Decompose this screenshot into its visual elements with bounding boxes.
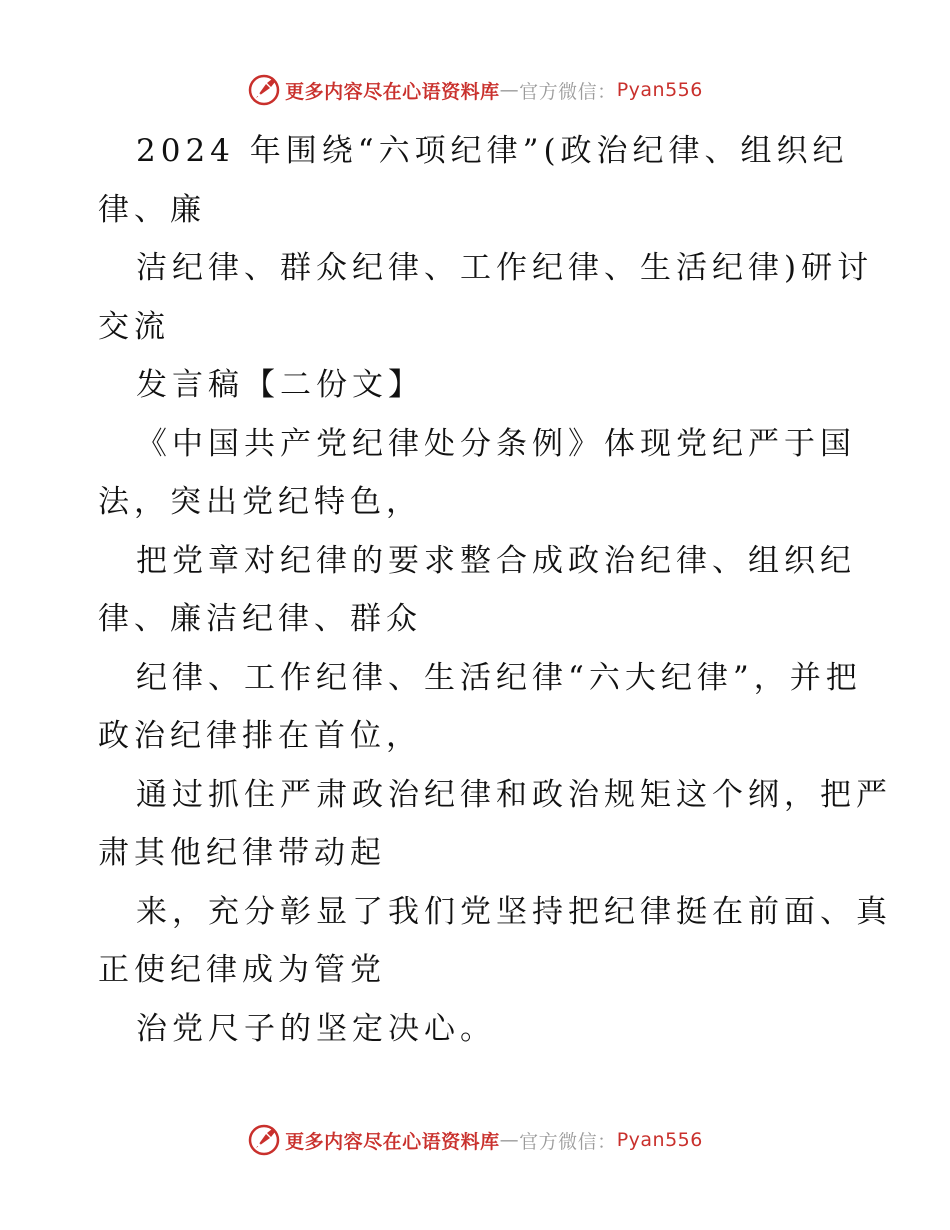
text-line: 治党尺子的坚定决心。	[136, 1010, 496, 1047]
paragraph	[98, 883, 892, 1000]
site-name: 更多内容尽在心语资料库	[285, 1130, 500, 1153]
text-line: 律、廉洁纪律、群众	[98, 601, 422, 637]
text-line: 发言稿【二份文】	[136, 367, 424, 403]
text-line: 来，充分彰显了我们党坚持把纪律挺在前面、真	[136, 893, 892, 930]
text-line: 《中国共产党纪律处分条例》体现党纪严于国	[136, 425, 856, 462]
text-line: 2024 年围绕“六项纪律”(政治纪律、组织纪	[136, 133, 849, 169]
pen-nib-logo-icon	[247, 1123, 281, 1157]
contact-label: 官方微信：	[519, 80, 617, 103]
footer-watermark	[0, 1120, 950, 1160]
text-line: 肃其他纪律带动起	[98, 835, 386, 871]
text-line: 把党章对纪律的要求整合成政治纪律、组织纪	[136, 542, 856, 579]
text-line: 纪律、工作纪律、生活纪律“六大纪律”，并把	[136, 659, 862, 696]
text-line: 洁纪律、群众纪律、工作纪律、生活纪律)研讨	[136, 250, 874, 286]
paragraph	[98, 1000, 858, 1059]
paragraph	[98, 415, 858, 532]
pen-nib-logo-icon	[247, 73, 281, 107]
text-line: 交流	[98, 308, 170, 345]
text-line: 政治纪律排在首位，	[98, 718, 422, 754]
site-name: 更多内容尽在心语资料库	[285, 80, 500, 103]
text-line: 通过抓住严肃政治纪律和政治规矩这个纲，把严	[136, 776, 892, 813]
wechat-handle: Pyan556	[616, 79, 703, 101]
text-line: 法，突出党纪特色，	[98, 484, 422, 520]
paragraph	[98, 766, 892, 883]
text-line: 律、廉	[98, 191, 206, 228]
paragraph	[98, 649, 862, 766]
wechat-handle: Pyan556	[616, 1129, 703, 1151]
paragraph	[98, 532, 858, 649]
paragraph	[98, 239, 874, 356]
text-line: 正使纪律成为管党	[98, 952, 386, 988]
contact-label: 官方微信：	[519, 1130, 617, 1153]
paragraph	[98, 122, 858, 239]
paragraph	[98, 356, 858, 415]
separator: —	[499, 1129, 520, 1151]
separator: —	[499, 79, 520, 101]
header-watermark	[0, 70, 950, 110]
document-body	[98, 122, 892, 1058]
